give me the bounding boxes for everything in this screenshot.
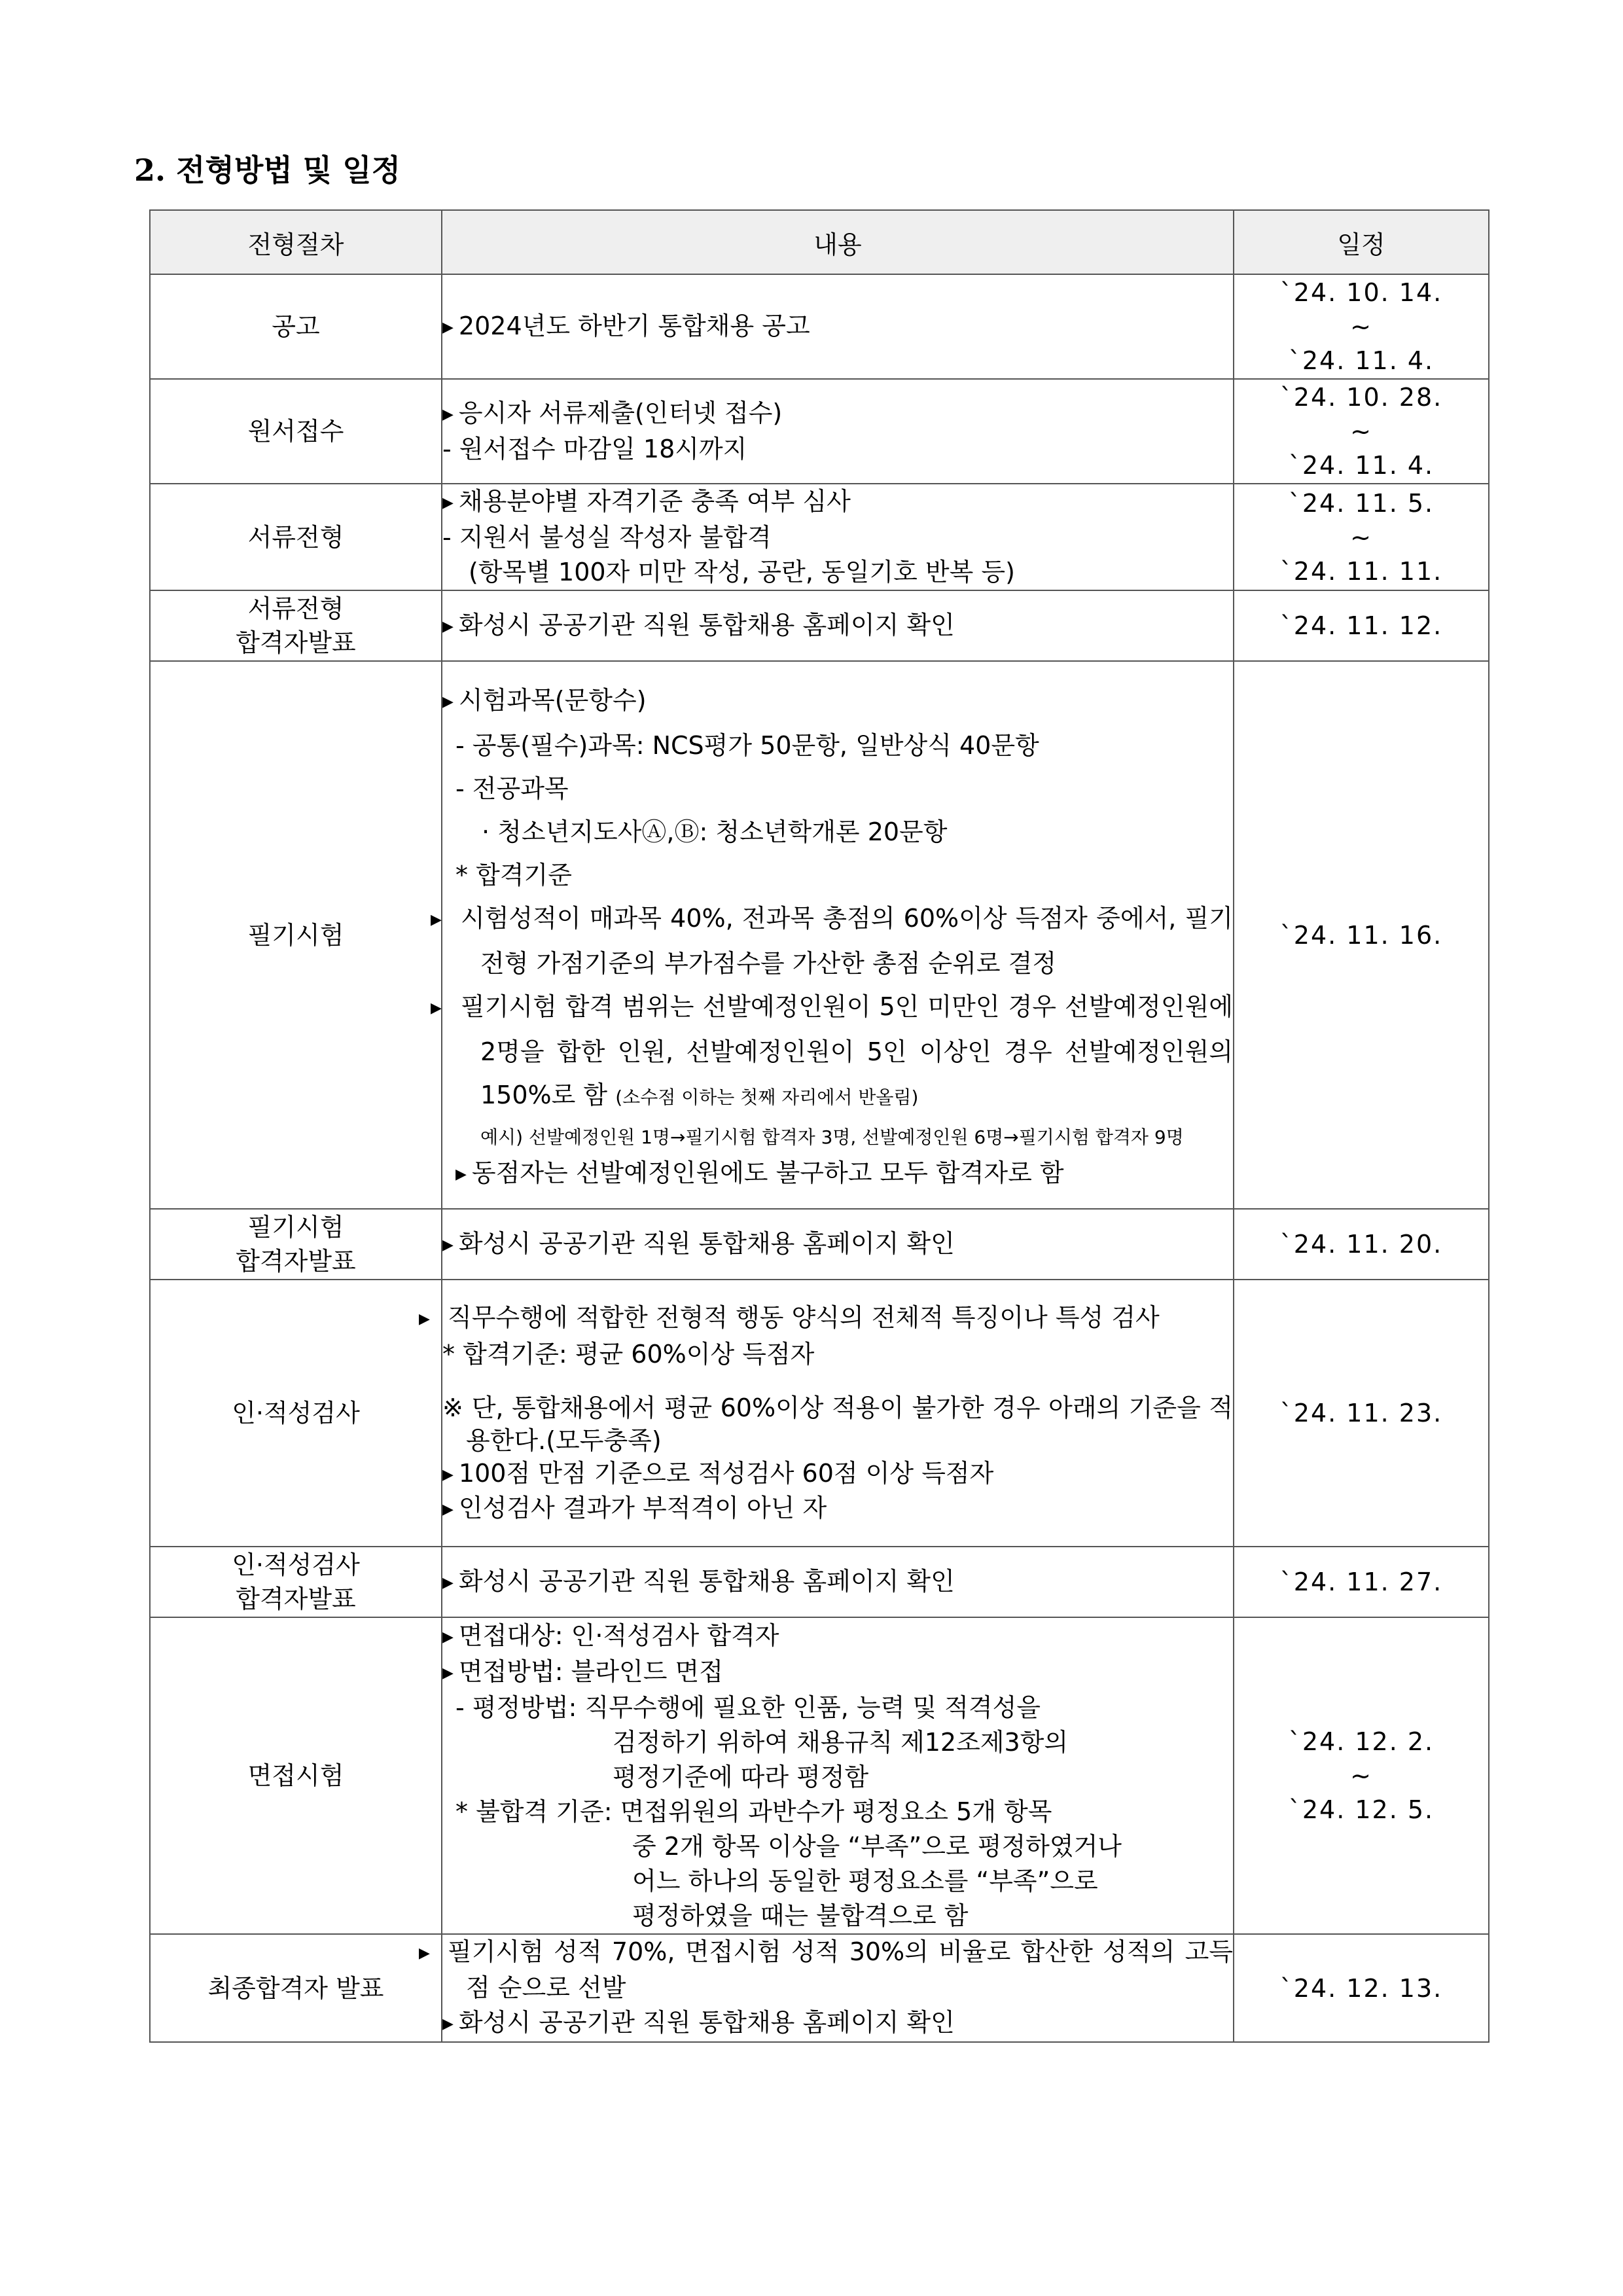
- table-row: [150, 590, 1489, 661]
- triangle-bullet-icon: ▶: [442, 495, 454, 511]
- triangle-bullet-icon: ▶: [442, 1501, 454, 1518]
- triangle-bullet-icon: ▶: [442, 1574, 454, 1591]
- date-cell: `24. 11. 12.: [1234, 590, 1489, 661]
- content-cell: ▶ 화성시 공공기관 직원 통합채용 홈페이지 확인: [442, 1209, 1234, 1280]
- triangle-bullet-icon: ▶: [442, 2016, 454, 2032]
- selection-schedule-table: [149, 209, 1489, 2043]
- date-cell: `24. 10. 28. ~ `24. 11. 4.: [1234, 379, 1489, 484]
- date-cell: `24. 12. 13.: [1234, 1934, 1489, 2042]
- table-row: [150, 1934, 1489, 2042]
- stage-cell: 서류전형: [150, 484, 442, 590]
- table-row: [150, 1280, 1489, 1547]
- content-cell: ▶ 응시자 서류제출(인터넷 접수) - 원서접수 마감일 18시까지: [442, 379, 1234, 484]
- triangle-bullet-icon: ▶: [442, 1467, 454, 1483]
- date-cell: `24. 10. 14. ~ `24. 11. 4.: [1234, 274, 1489, 379]
- date-cell: `24. 12. 2. ~ `24. 12. 5.: [1234, 1617, 1489, 1934]
- date-cell: `24. 11. 5. ~ `24. 11. 11.: [1234, 484, 1489, 590]
- content-cell: ▶ 시험과목(문항수) - 공통(필수)과목: NCS평가 50문항, 일반상식 40문항 - 전공과목 · 청소년지도사Ⓐ,Ⓑ: 청소년학개론 20문항 * 합격기준 ▶ 시험성적이 매과목 40%, 전과목 총점의 60%이상 득점자 중에서, 필기전형 가점기준의 부가점수를 가산한 총점 순위로 결정 ▶ 필기시험 합격 범위는 선발예정인원이 5인 미만인 경우 선발예정인원에 2명을 합한 인원, 선발예정인원이 5인 이상인 경우 선발예정인원의 150%로 함 (소수점 이하는 첫째 자리에서 반올림) 예시) 선발예정인원 1명→필기시험 합격자 3명, 선발예정인원 6명→필기시험 합격자 9명 ▶ 동점자는 선발예정인원에도 불구하고 모두 합격자로 함: [442, 661, 1234, 1209]
- header-content: 내용: [442, 210, 1234, 274]
- stage-cell: 인·적성검사 합격자발표: [150, 1547, 442, 1617]
- table-row: [150, 1617, 1489, 1934]
- triangle-bullet-icon: ▶: [442, 1664, 454, 1681]
- header-stage: 전형절차: [150, 210, 442, 274]
- table-header-row: [150, 210, 1489, 274]
- table-row: [150, 379, 1489, 484]
- stage-cell: 인·적성검사: [150, 1280, 442, 1547]
- table-row: [150, 1547, 1489, 1617]
- stage-cell: 최종합격자 발표: [150, 1934, 442, 2042]
- stage-cell: 원서접수: [150, 379, 442, 484]
- stage-cell: 필기시험: [150, 661, 442, 1209]
- date-cell: `24. 11. 27.: [1234, 1547, 1489, 1617]
- table-row: [150, 484, 1489, 590]
- triangle-bullet-icon: ▶: [442, 406, 454, 423]
- header-schedule: 일정: [1234, 210, 1489, 274]
- content-cell: ▶ 직무수행에 적합한 전형적 행동 양식의 전체적 특징이나 특성 검사 * 합격기준: 평균 60%이상 득점자 ※ 단, 통합채용에서 평균 60%이상 적용이 불가한 경우 아래의 기준을 적용한다.(모두충족) ▶ 100점 만점 기준으로 적성검사 60점 이상 득점자 ▶ 인성검사 결과가 부적격이 아닌 자: [442, 1280, 1234, 1547]
- triangle-bullet-icon: ▶: [442, 319, 454, 336]
- stage-cell: 공고: [150, 274, 442, 379]
- table-row: [150, 1209, 1489, 1280]
- date-cell: `24. 11. 16.: [1234, 661, 1489, 1209]
- content-cell: ▶ 필기시험 성적 70%, 면접시험 성적 30%의 비율로 합산한 성적의 고득점 순으로 선발 ▶ 화성시 공공기관 직원 통합채용 홈페이지 확인: [442, 1934, 1234, 2042]
- content-cell: ▶ 2024년도 하반기 통합채용 공고: [442, 274, 1234, 379]
- section-title: 2. 전형방법 및 일정: [134, 152, 401, 188]
- content-cell: ▶ 화성시 공공기관 직원 통합채용 홈페이지 확인: [442, 590, 1234, 661]
- date-cell: `24. 11. 23.: [1234, 1280, 1489, 1547]
- stage-cell: 서류전형 합격자발표: [150, 590, 442, 661]
- triangle-bullet-icon: ▶: [442, 693, 454, 710]
- content-cell: ▶ 면접대상: 인·적성검사 합격자 ▶ 면접방법: 블라인드 면접 - 평정방법: 직무수행에 필요한 인품, 능력 및 적격성을 검정하기 위하여 채용규칙 제12조제3항의 평정기준에 따라 평정함 * 불합격 기준: 면접위원의 과반수가 평정요소 5개 항목 중 2개 항목 이상을 “부족”으로 평정하였거나 어느 하나의 동일한 평정요소를 “부족”으로 평정하였을 때는 불합격으로 함: [442, 1617, 1234, 1934]
- table-row: [150, 661, 1489, 1209]
- triangle-bullet-icon: ▶: [442, 1628, 454, 1645]
- stage-cell: 필기시험 합격자발표: [150, 1209, 442, 1280]
- triangle-bullet-icon: ▶: [455, 1166, 467, 1183]
- triangle-bullet-icon: ▶: [442, 1236, 454, 1253]
- content-cell: ▶ 화성시 공공기관 직원 통합채용 홈페이지 확인: [442, 1547, 1234, 1617]
- stage-cell: 면접시험: [150, 1617, 442, 1934]
- triangle-bullet-icon: ▶: [442, 618, 454, 635]
- date-cell: `24. 11. 20.: [1234, 1209, 1489, 1280]
- content-cell: ▶ 채용분야별 자격기준 충족 여부 심사 - 지원서 불성실 작성자 불합격 (항목별 100자 미만 작성, 공란, 동일기호 반복 등): [442, 484, 1234, 590]
- table-row: [150, 274, 1489, 379]
